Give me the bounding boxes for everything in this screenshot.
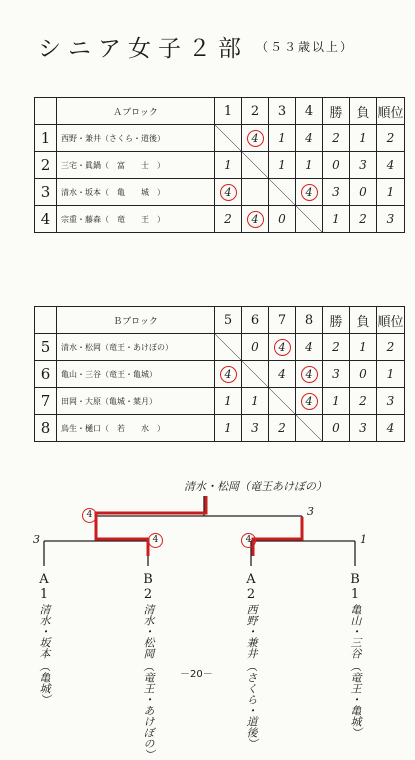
col-header-losses: 負	[350, 307, 377, 334]
entry-name: 亀山・三谷	[349, 604, 362, 659]
rank-cell: 2	[377, 125, 405, 152]
page-subtitle: （５３歳以上）	[256, 40, 355, 54]
wins-cell: 1	[323, 388, 350, 415]
win-circle: 4	[301, 366, 318, 383]
row-number: 3	[35, 179, 57, 206]
win-circle: 4	[301, 393, 318, 410]
win-circle: 4	[247, 211, 264, 228]
team-name: 田岡・大原（亀城・葉月）	[57, 388, 215, 415]
wins-cell: 3	[323, 361, 350, 388]
score-cell: 1	[242, 388, 269, 415]
champion-label: 清水・松岡（竜王あけぼの）	[184, 480, 327, 493]
col-header: 7	[269, 307, 296, 334]
wins-cell: 2	[323, 125, 350, 152]
losses-cell: 1	[350, 125, 377, 152]
score-cell: 0	[242, 334, 269, 361]
final-left-score: 4	[82, 508, 97, 523]
col-header: 6	[242, 307, 269, 334]
losses-cell: 0	[350, 179, 377, 206]
row-number: 7	[35, 388, 57, 415]
losses-cell: 2	[350, 388, 377, 415]
team-name: 清水・松岡（竜王・あけぼの）	[57, 334, 215, 361]
entry-code: A 2	[246, 572, 256, 602]
entry-code: B 1	[350, 572, 360, 602]
bracket-entry	[138, 572, 158, 760]
entry-club: （竜王・あけぼの）	[142, 661, 155, 760]
rank-cell: 2	[377, 334, 405, 361]
bracket-entry	[345, 572, 365, 738]
semi-right-score-b: 1	[360, 533, 367, 546]
col-header: 8	[296, 307, 323, 334]
semi-left-score-b: 4	[148, 533, 163, 548]
losses-cell: 0	[350, 361, 377, 388]
col-header-losses: 負	[350, 98, 377, 125]
winner-path-line	[253, 517, 302, 556]
final-right-score: 3	[307, 505, 314, 518]
win-circle: 4	[247, 130, 264, 147]
team-name: 鳥生・樋口（ 若 水 ）	[57, 415, 215, 442]
col-header: 3	[269, 98, 296, 125]
rank-cell: 1	[377, 361, 405, 388]
rank-cell: 3	[377, 206, 405, 233]
team-name: 三宅・眞鍋（ 富 士 ）	[57, 152, 215, 179]
rank-cell: 4	[377, 152, 405, 179]
entry-name: 清水・坂本	[38, 604, 51, 659]
entry-name: 西野・兼井	[245, 604, 258, 659]
score-cell: 1	[296, 152, 323, 179]
rank-cell: 3	[377, 388, 405, 415]
team-name: 清水・坂本（ 亀 城 ）	[57, 179, 215, 206]
col-header: 4	[296, 98, 323, 125]
col-header-rank: 順位	[377, 98, 405, 125]
losses-cell: 3	[350, 415, 377, 442]
row-number: 4	[35, 206, 57, 233]
col-header-wins: 勝	[323, 98, 350, 125]
win-circle: 4	[274, 339, 291, 356]
score-cell: 3	[242, 415, 269, 442]
wins-cell: 2	[323, 334, 350, 361]
score-cell: 1	[215, 415, 242, 442]
bracket-entry	[34, 572, 54, 705]
entry-code: B 2	[143, 572, 153, 602]
score-cell: 1	[215, 152, 242, 179]
team-name: 西野・兼井（さくら・道後）	[57, 125, 215, 152]
row-number: 6	[35, 361, 57, 388]
score-cell: 1	[215, 388, 242, 415]
win-circle: 4	[220, 366, 237, 383]
bracket-entry	[241, 572, 261, 749]
col-header: 5	[215, 307, 242, 334]
page-title: シニア女子２部	[38, 36, 248, 62]
score-cell: 2	[215, 206, 242, 233]
score-cell: 4	[296, 334, 323, 361]
col-header-wins: 勝	[323, 307, 350, 334]
winner-path	[96, 496, 302, 556]
col-header: 2	[242, 98, 269, 125]
col-header: 1	[215, 98, 242, 125]
losses-cell: 2	[350, 206, 377, 233]
entry-club: （竜王・亀城）	[349, 661, 362, 738]
wins-cell: 1	[323, 206, 350, 233]
score-cell: 4	[269, 361, 296, 388]
col-header-rank: 順位	[377, 307, 405, 334]
win-circle: 4	[301, 184, 318, 201]
score-cell: 0	[269, 206, 296, 233]
page-number: －20－	[180, 669, 213, 680]
semi-left-score-a: 3	[33, 533, 40, 546]
row-number: 8	[35, 415, 57, 442]
block-b-label: Ｂブロック	[57, 307, 215, 334]
block-a-label: Ａブロック	[57, 98, 215, 125]
win-circle: 4	[220, 184, 237, 201]
row-number: 2	[35, 152, 57, 179]
entry-name: 清水・松岡	[142, 604, 155, 659]
rank-cell: 1	[377, 179, 405, 206]
team-name: 亀山・三谷（竜王・亀城）	[57, 361, 215, 388]
wins-cell: 0	[323, 152, 350, 179]
rank-cell: 4	[377, 415, 405, 442]
losses-cell: 1	[350, 334, 377, 361]
row-number: 5	[35, 334, 57, 361]
score-cell: 4	[296, 125, 323, 152]
wins-cell: 0	[323, 415, 350, 442]
wins-cell: 3	[323, 179, 350, 206]
losses-cell: 3	[350, 152, 377, 179]
score-cell: 2	[269, 415, 296, 442]
entry-club: （さくら・道後）	[245, 661, 258, 749]
entry-club: （亀城）	[38, 661, 51, 705]
score-cell: 1	[269, 125, 296, 152]
semi-right-score-a: 4	[241, 533, 256, 548]
score-cell: 1	[269, 152, 296, 179]
team-name: 宗重・藤森（ 竜 王 ）	[57, 206, 215, 233]
row-number: 1	[35, 125, 57, 152]
entry-code: A 1	[39, 572, 49, 602]
